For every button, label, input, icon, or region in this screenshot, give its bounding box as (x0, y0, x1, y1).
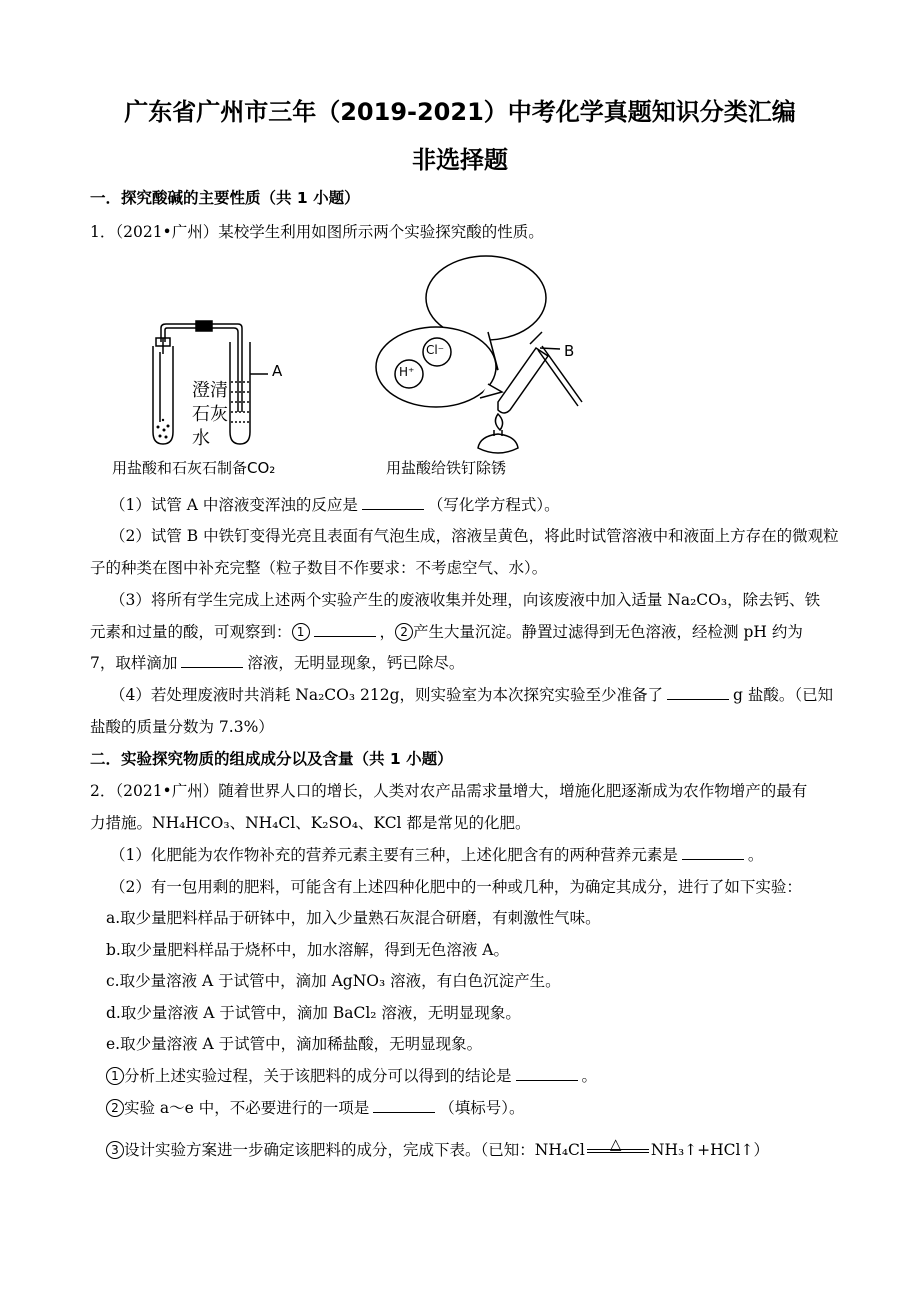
circle-3-icon: 3 (106, 1141, 124, 1159)
liquid-label-2: 石灰 (192, 404, 228, 425)
section-2-heading: 二．实验探究物质的组成成分以及含量（共 1 小题） (90, 750, 453, 768)
circle-1-icon: 1 (292, 623, 310, 641)
q1-p4-text-b: g 盐酸。（已知 (733, 686, 834, 704)
q1-figure (100, 252, 620, 484)
q1-p3-text-d: 7，取样滴加 (90, 654, 178, 672)
q2-part-2: （2）有一包用剩的肥料，可能含有上述四种化肥中的一种或几种，为确定其成分，进行了如下实验： (110, 878, 802, 896)
q2-step-d: d.取少量溶液 A 于试管中，滴加 BaCl₂ 溶液，无明显现象。 (106, 1004, 521, 1022)
ion-h: H⁺ (399, 365, 415, 379)
q2-sub2-answer-blank[interactable] (373, 1098, 435, 1113)
q2-p1-text-a: （1）化肥能为农作物补充的营养元素主要有三种，上述化肥含有的两种营养元素是 (110, 846, 678, 864)
delta-icon: △ (609, 1135, 622, 1153)
heating-condition-sign (585, 1137, 651, 1159)
circle-1-icon: 1 (106, 1067, 124, 1085)
q1-p3-line2 (90, 620, 803, 642)
circle-2-icon: 2 (395, 623, 413, 641)
q1-p4-answer-blank[interactable] (667, 685, 729, 700)
q1-p3-text-c: 产生大量沉淀。静置过滤得到无色溶液，经检测 pH 约为 (413, 623, 803, 641)
q2-part-1 (110, 843, 763, 865)
q1-part-1 (110, 493, 560, 515)
alcohol-lamp (478, 414, 518, 453)
document-subtitle: 非选择题 (412, 146, 508, 174)
q1-p1-answer-blank[interactable] (362, 495, 424, 510)
q2-step-e: e.取少量溶液 A 于试管中，滴加稀盐酸，无明显现象。 (106, 1035, 483, 1053)
limestone-pieces (157, 419, 170, 439)
q1-p1-text-a: （1）试管 A 中溶液变浑浊的反应是 (110, 496, 358, 514)
test-tube-a (230, 342, 268, 444)
q2-sub1-text-a: 分析上述实验过程，关于该肥料的成分可以得到的结论是 (124, 1067, 512, 1085)
q2-step-a: a.取少量肥料样品于研钵中，加入少量熟石灰混合研磨，有刺激性气味。 (106, 909, 601, 927)
q1-p3-answer-blank-2[interactable] (181, 653, 243, 668)
q2-p1-answer-blank[interactable] (682, 845, 744, 860)
ion-cl: Cl⁻ (426, 343, 445, 357)
q2-sub3-text-b: NH₃↑+HCl↑） (650, 1141, 769, 1159)
q2-sub1-text-b: 。 (581, 1067, 598, 1085)
co2-generator-tube (153, 338, 173, 444)
q1-p4-line2: 盐酸的质量分数为 7.3%） (90, 718, 274, 736)
caption-right: 用盐酸给铁钉除锈 (386, 459, 507, 477)
q2-sub2-text-a: 实验 a～e 中，不必要进行的一项是 (124, 1099, 370, 1117)
q2-sub3-text-a: 设计实验方案进一步确定该肥料的成分，完成下表。（已知：NH₄Cl (124, 1141, 585, 1159)
q1-stem: 1．（2021•广州）某校学生利用如图所示两个实验探究酸的性质。 (90, 223, 544, 241)
q1-p3-line1: （3）将所有学生完成上述两个实验产生的废液收集并处理，向该废液中加入适量 Na₂CO₃，除去钙、铁 (110, 591, 821, 609)
q2-sub2-text-b: （填标号）。 (439, 1099, 525, 1117)
q2-step-b: b.取少量肥料样品于烧杯中，加水溶解，得到无色溶液 A。 (106, 941, 509, 959)
q1-p3-text-e: 溶液，无明显现象，钙已除尽。 (247, 654, 465, 672)
document-title: 广东省广州市三年（2019-2021）中考化学真题知识分类汇编 (124, 98, 796, 126)
q2-sub-3 (106, 1137, 769, 1160)
label-a: A (272, 362, 283, 380)
q1-p1-text-b: （写化学方程式）。 (427, 496, 560, 514)
q1-p2-line2: 子的种类在图中补充完整（粒子数目不作要求：不考虑空气、水）。 (90, 559, 548, 577)
q2-stem-line2: 力措施。NH₄HCO₃、NH₄Cl、K₂SO₄、KCl 都是常见的化肥。 (90, 814, 531, 832)
liquid-label-1: 澄清 (192, 380, 228, 401)
q2-sub-1 (106, 1064, 597, 1086)
section-1-heading: 一．探究酸碱的主要性质（共 1 小题） (90, 189, 360, 207)
q1-p2-line1: （2）试管 B 中铁钉变得光亮且表面有气泡生成，溶液呈黄色，将此时试管溶液中和液面上方存在的微观粒 (110, 527, 839, 545)
q2-sub1-answer-blank[interactable] (516, 1066, 578, 1081)
q2-stem-line1: 2．（2021•广州）随着世界人口的增长，人类对农产品需求量增大，增施化肥逐渐成为农作物增产的最有 (90, 782, 808, 800)
q1-p3-answer-blank-1[interactable] (314, 622, 376, 637)
liquid-label-3: 水 (192, 428, 210, 449)
caption-left: 用盐酸和石灰石制备CO₂ (112, 459, 276, 477)
q2-step-c: c.取少量溶液 A 于试管中，滴加 AgNO₃ 溶液，有白色沉淀产生。 (106, 972, 561, 990)
q2-p1-text-b: 。 (747, 846, 764, 864)
label-b: B (564, 342, 575, 360)
circle-2-icon: 2 (106, 1099, 124, 1117)
q2-sub-2 (106, 1096, 525, 1118)
q1-p3-comma: ， (379, 623, 396, 641)
q1-apparatus-diagram (100, 252, 620, 484)
q1-p4-line1 (110, 683, 833, 705)
q1-p3-line3 (90, 651, 464, 673)
q1-p4-text-a: （4）若处理废液时共消耗 Na₂CO₃ 212g，则实验室为本次探究实验至少准备了 (110, 686, 664, 704)
q1-p3-text-a: 元素和过量的酸，可观察到： (90, 623, 292, 641)
